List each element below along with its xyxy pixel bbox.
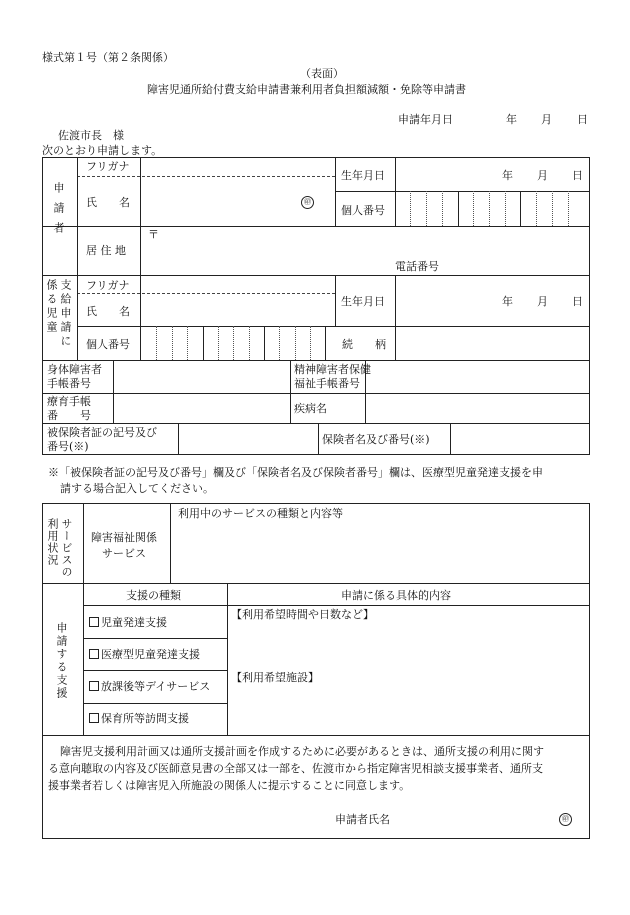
hope-time-label: 【利用希望時間や日数など】 [231,608,374,621]
child-birth-day: 日 [572,295,583,308]
applicant-birth-year: 年 [502,169,513,182]
note-line-1: ※「被保険者証の記号及び番号」欄及び「保険者名及び保険者番号」欄は、医療型児童発達支援を申 [48,466,543,479]
form-side: （表面） [300,67,344,80]
applicant-birth-label: 生年月日 [341,169,385,182]
support-type-1[interactable]: 児童発達支援 [89,617,167,628]
date-day: 日 [577,113,588,126]
support-type-2[interactable]: 医療型児童発達支援 [89,649,200,660]
rehab-handbook-label-1: 療育手帳 [47,395,91,408]
date-year: 年 [506,113,517,126]
applicant-furigana-label: フリガナ [86,160,130,173]
applicant-birth-day: 日 [572,169,583,182]
applicant-address-label: 居 住 地 [86,244,126,257]
welfare-service-label-2: サービス [102,547,146,560]
checkbox-2[interactable] [89,649,99,659]
applicant-section-label: 申請者 [52,182,65,242]
child-section-label-1: 係る児童 [45,279,58,335]
support-type-3[interactable]: 放課後等デイサービス [89,681,210,692]
support-type-4[interactable]: 保育所等訪問支援 [89,713,189,724]
form-title: 障害児通所給付費支給申請書兼利用者負担額減額・免除等申請書 [147,83,466,96]
child-relation-label: 続 柄 [342,338,386,351]
child-section-label-2: 支給申請に [59,279,72,349]
child-name-label: 氏 名 [86,305,130,318]
hope-facility-label: 【利用希望施設】 [231,671,319,684]
consent-line-1: 障害児支援利用計画又は通所支援計画を作成するために必要があるときは、通所支援の利用に関す [60,745,544,758]
checkbox-1[interactable] [89,617,99,627]
note-line-2: 請する場合記入してください。 [60,482,214,495]
intro-text: 次のとおり申請します。 [42,144,163,157]
applicant-name-label: 氏 名 [86,196,130,209]
child-personal-number-label: 個人番号 [86,338,130,351]
date-month: 月 [541,113,552,126]
applicant-personal-number-label: 個人番号 [341,204,385,217]
rehab-handbook-label-2: 番 号 [47,409,91,422]
child-furigana-label: フリガナ [86,279,130,292]
services-in-use-label: 利用中のサービスの種類と内容等 [178,507,343,520]
child-birth-month: 月 [537,295,548,308]
checkbox-4[interactable] [89,713,99,723]
signature-label: 申請者氏名 [335,813,390,826]
insured-card-label-2: 番号(※) [47,440,89,453]
insured-card-label-1: 被保険者証の記号及び [47,426,157,439]
consent-line-3: 援事業者若しくは障害児入所施設の関係人に提示することに同意します。 [48,779,411,792]
mental-handbook-label-1: 精神障害者保健 [294,363,371,376]
form-number: 様式第１号（第２条関係） [42,51,174,64]
child-birth-year: 年 [502,295,513,308]
support-detail-header: 申請に係る具体的内容 [341,589,451,602]
disease-label: 疾病名 [294,402,327,415]
addressee: 佐渡市長 様 [58,129,124,142]
insurer-label: 保険者名及び番号(※) [322,433,430,446]
usage-label-2: サービスの [60,518,73,578]
applicant-seal: ㊞ [301,196,314,209]
checkbox-3[interactable] [89,681,99,691]
phone-label: 電話番号 [395,260,439,273]
physical-handbook-label-1: 身体障害者 [47,363,102,376]
usage-label-1: 利用状況 [46,518,59,566]
mental-handbook-label-2: 福祉手帳番号 [294,377,360,390]
date-label: 申請年月日 [398,113,453,126]
child-birth-label: 生年月日 [341,295,385,308]
physical-handbook-label-2: 手帳番号 [47,377,91,390]
applicant-birth-month: 月 [537,169,548,182]
support-section-label: 申請する支援 [55,622,68,700]
support-type-header: 支援の種類 [126,589,181,602]
signature-seal: ㊞ [559,813,572,826]
welfare-service-label-1: 障害福祉関係 [91,531,157,544]
postal-mark: 〒 [148,228,159,241]
consent-line-2: る意向聴取の内容及び医師意見書の全部又は一部を、佐渡市から指定障害児相談支援事業者、通所支 [48,762,543,775]
